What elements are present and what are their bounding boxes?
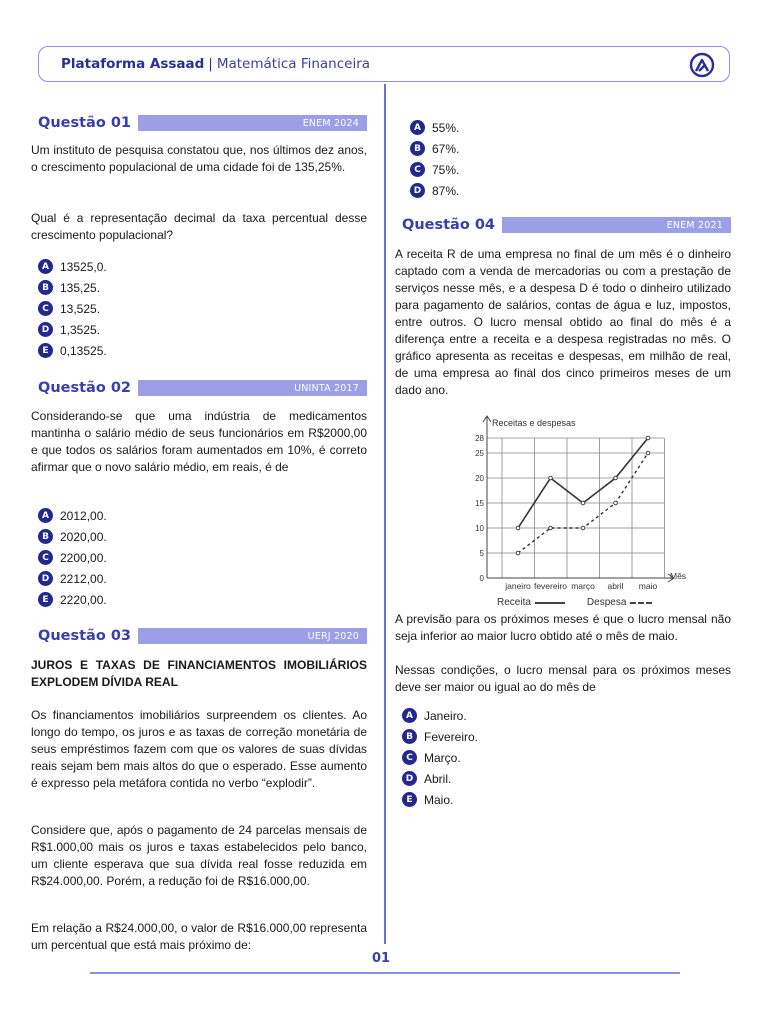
q1-option-c[interactable] [38, 298, 107, 319]
option-text: 55%. [432, 120, 460, 135]
page-number: 01 [372, 951, 391, 966]
q4-header [402, 216, 731, 234]
q1-title: Questão 01 [38, 115, 132, 131]
chart-data-point [581, 526, 585, 530]
q4-option-b[interactable] [402, 726, 478, 747]
q4-option-a[interactable] [402, 705, 478, 726]
option-text: Maio. [424, 792, 454, 807]
q2-text: Considerando-se que uma indústria de medicamentos mantinha o salário médio de seus funcionários em R$2000,00 e que todos os salários foram aumentados em 10%, é correto afirmar que o novo salário médio, em reais, é de [31, 409, 367, 474]
q4-title: Questão 04 [402, 217, 496, 233]
option-badge: A [38, 508, 53, 523]
q1-options [38, 256, 107, 361]
chart-data-point [516, 551, 520, 555]
option-badge: D [38, 571, 53, 586]
option-text: 2012,00. [60, 508, 107, 523]
q4-source: ENEM 2021 [502, 217, 731, 233]
q3-option-d[interactable] [410, 180, 459, 201]
q2-option-d[interactable] [38, 568, 107, 589]
option-text: 75%. [432, 162, 460, 177]
q4-option-c[interactable] [402, 747, 478, 768]
option-badge: D [402, 771, 417, 786]
option-badge: B [38, 280, 53, 295]
legend-receita: Receita [497, 597, 531, 608]
option-badge: C [402, 750, 417, 765]
option-badge: B [402, 729, 417, 744]
chart-data-point [646, 436, 650, 440]
option-text: Março. [424, 750, 461, 765]
chart-data-point [549, 476, 553, 480]
chart-data-point [516, 526, 520, 530]
option-badge: A [402, 708, 417, 723]
option-badge: D [38, 322, 53, 337]
column-divider [384, 84, 386, 944]
q1-header [38, 114, 367, 132]
q1-option-e[interactable] [38, 340, 107, 361]
chart-y-tick-label: 0 [479, 574, 484, 583]
q3-text-1: Os financiamentos imobiliários surpreendem os clientes. Ao longo do tempo, os juros e as taxas de correção monetária de seus empréstimos fazem com que os valores de suas dívidas reais sejam bem mais altos do que o esperado. Esse aumento é expresso pela metáfora contida no verbo “explodir”. [31, 708, 367, 790]
option-badge: C [410, 162, 425, 177]
footer-divider [90, 972, 680, 974]
option-badge: C [38, 301, 53, 316]
page-header [38, 46, 730, 82]
option-text: 1,3525. [60, 322, 101, 337]
option-badge: C [38, 550, 53, 565]
option-badge: D [410, 183, 425, 198]
chart-y-tick-label: 25 [475, 449, 484, 458]
q2-option-e[interactable] [38, 589, 107, 610]
q1-question: Qual é a representação decimal da taxa percentual desse crescimento populacional? [31, 211, 367, 242]
brand-name: Plataforma Assaad [61, 56, 205, 72]
option-text: Abril. [424, 771, 452, 786]
q2-option-b[interactable] [38, 526, 107, 547]
chart-data-point [614, 476, 618, 480]
option-badge: B [38, 529, 53, 544]
option-text: 0,13525. [60, 343, 107, 358]
q4-option-e[interactable] [402, 789, 478, 810]
q1-text: Um instituto de pesquisa constatou que, nos últimos dez anos, o crescimento populacional de uma cidade foi de 135,25%. [31, 143, 367, 174]
chart-x-tick-label: janeiro [505, 581, 531, 591]
q1-option-b[interactable] [38, 277, 107, 298]
q2-title: Questão 02 [38, 380, 132, 396]
q2-options [38, 505, 107, 610]
q3-question: Em relação a R$24.000,00, o valor de R$16.000,00 representa um percentual que está mais próximo de: [31, 921, 367, 952]
option-badge: E [402, 792, 417, 807]
q2-header [38, 379, 367, 397]
q3-source: UERJ 2020 [138, 628, 367, 644]
option-text: 13,525. [60, 301, 101, 316]
option-badge: E [38, 343, 53, 358]
subject-name: Matemática Financeira [216, 56, 371, 72]
option-text: 87%. [432, 183, 460, 198]
option-text: 2212,00. [60, 571, 107, 586]
chart-y-tick-label: 5 [479, 549, 484, 558]
option-text: 2020,00. [60, 529, 107, 544]
chart-y-tick-label: 10 [475, 524, 484, 533]
q3-text-2: Considere que, após o pagamento de 24 parcelas mensais de R$1.000,00 mais os juros e taxas estabelecidos pelo banco, um cliente esperava que sua dívida real fosse reduzida em R$24.000,00. Porém, a redução foi de R$16.000,00. [31, 823, 367, 888]
chart-data-point [581, 501, 585, 505]
q3-option-b[interactable] [410, 138, 459, 159]
option-badge: A [410, 120, 425, 135]
q1-option-a[interactable] [38, 256, 107, 277]
q2-option-c[interactable] [38, 547, 107, 568]
chart-data-point [614, 501, 618, 505]
option-text: 135,25. [60, 280, 101, 295]
chart-x-axis-label: Mês [670, 571, 687, 581]
header-separator: | [208, 56, 213, 72]
option-text: 2220,00. [60, 592, 107, 607]
q2-option-a[interactable] [38, 505, 107, 526]
q3-header [38, 627, 367, 645]
chart-y-tick-label: 15 [475, 499, 484, 508]
chart-data-point [646, 451, 650, 455]
option-text: 13525,0. [60, 259, 107, 274]
legend-solid-line [535, 602, 565, 604]
legend-despesa: Despesa [586, 597, 627, 608]
q1-option-d[interactable] [38, 319, 107, 340]
q3-headline: JUROS E TAXAS DE FINANCIAMENTOS IMOBILIÁRIOS EXPLODEM DÍVIDA REAL [31, 658, 367, 689]
q4-text: A receita R de uma empresa no final de um mês é o dinheiro captado com a venda de mercadorias ou com a prestação de serviços nesse mês, e a despesa D é todo o dinheiro utilizado para pagamento de salários, contas de água e luz, impostos, entre outros. O lucro mensal obtido ao final do mês é a diferença entre a receita e a despesa registradas no mês. O gráfico apresenta as receitas e despesas, em milhão de real, de uma empresa ao final dos cinco primeiros meses de um dado ano. [395, 247, 731, 397]
option-text: 67%. [432, 141, 460, 156]
chart-y-tick-label: 28 [475, 434, 484, 443]
option-badge: B [410, 141, 425, 156]
chart-x-tick-label: fevereiro [533, 581, 568, 591]
option-badge: A [38, 259, 53, 274]
chart-x-tick-label: março [571, 581, 595, 591]
q2-source: UNINTA 2017 [138, 380, 367, 396]
chart-x-tick-label: maio [638, 581, 658, 591]
chart-x-tick-label: abril [607, 581, 624, 591]
option-text: 2200,00. [60, 550, 107, 565]
q3-option-a[interactable] [410, 117, 459, 138]
option-text: Janeiro. [424, 708, 467, 723]
option-text: Fevereiro. [424, 729, 479, 744]
revenue-expense-chart [460, 410, 700, 610]
q4-question: Nessas condições, o lucro mensal para os próximos meses deve ser maior ou igual ao do mês de [395, 663, 731, 694]
q4-forecast: A previsão para os próximos meses é que o lucro mensal não seja inferior ao maior lucro obtido até o mês de maio. [395, 612, 731, 643]
q4-options [402, 705, 478, 810]
chart-title: Receitas e despesas [492, 418, 576, 428]
q1-source: ENEM 2024 [138, 115, 367, 131]
q3-option-c[interactable] [410, 159, 459, 180]
chart-legend [497, 597, 652, 608]
option-badge: E [38, 592, 53, 607]
assaad-logo-icon [689, 52, 715, 78]
chart-data-point [549, 526, 553, 530]
q4-option-d[interactable] [402, 768, 478, 789]
q3-title: Questão 03 [38, 628, 132, 644]
q3-options [410, 117, 459, 201]
legend-dashed-line [630, 602, 652, 604]
chart-y-tick-label: 20 [475, 474, 484, 483]
